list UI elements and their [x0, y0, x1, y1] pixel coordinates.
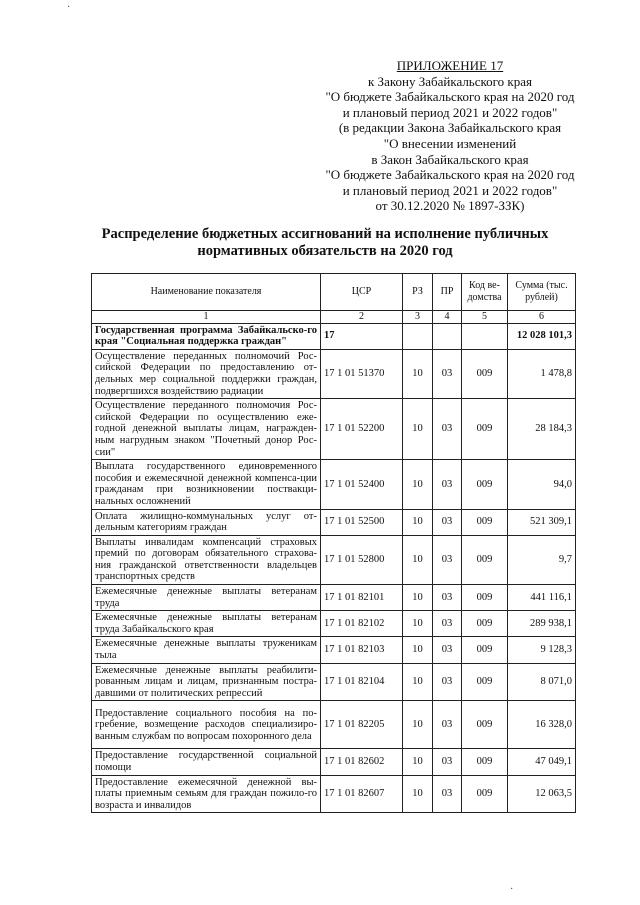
row-pr: 03 [433, 775, 462, 813]
col-header-pr: ПР [433, 274, 462, 311]
assignments-table [91, 273, 576, 813]
row-rz: 10 [403, 399, 433, 460]
appendix-title: ПРИЛОЖЕНИЕ 17 [396, 58, 504, 73]
row-csr: 17 1 01 52200 [321, 399, 403, 460]
row-sum: 9,7 [508, 535, 576, 584]
table-row [92, 775, 576, 813]
header-line: от 30.12.2020 № 1897-ЗЗК) [375, 198, 525, 214]
row-sum: 8 071,0 [508, 663, 576, 701]
table-row [92, 535, 576, 584]
scan-mark: · [510, 884, 514, 895]
row-ved: 009 [462, 749, 508, 775]
row-pr: 03 [433, 749, 462, 775]
col-number: 4 [433, 311, 462, 324]
row-pr: 03 [433, 399, 462, 460]
appendix-header [300, 58, 600, 214]
header-line: и плановый период 2021 и 2022 годов" [342, 104, 558, 120]
document-title-line-2: нормативных обязательств на 2020 год [197, 243, 453, 259]
table-row [92, 349, 576, 398]
row-name: Осуществление переданного полномочия Рос-сийской Федерации по осуществлению еже-годной денежной выплаты лицам, награжден-ным нагрудным знаком "Почетный донор Рос-сии" [92, 399, 321, 460]
header-line: и плановый период 2021 и 2022 годов" [342, 182, 558, 198]
header-line: к Закону Забайкальского края [367, 73, 532, 89]
row-rz: 10 [403, 535, 433, 584]
row-rz: 10 [403, 611, 433, 637]
row-sum: 1 478,8 [508, 349, 576, 398]
row-pr: 03 [433, 701, 462, 749]
table-row [92, 323, 576, 349]
row-name: Осуществление переданных полномочий Рос-сийской Федерации по предоставлению от-дельных мер социальной поддержки граждан, подвергшихся воздействию радиации [92, 349, 321, 398]
row-pr: 03 [433, 611, 462, 637]
row-csr: 17 1 01 52800 [321, 535, 403, 584]
row-ved: 009 [462, 460, 508, 509]
row-ved: 009 [462, 509, 508, 535]
row-sum: 289 938,1 [508, 611, 576, 637]
row-name: Государственная программа Забайкальско-го края "Социальная поддержка граждан" [92, 323, 321, 349]
document-title [90, 226, 560, 260]
row-rz [403, 323, 433, 349]
row-rz: 10 [403, 585, 433, 611]
row-csr: 17 1 01 82104 [321, 663, 403, 701]
row-csr: 17 1 01 82103 [321, 637, 403, 663]
header-line: "О бюджете Забайкальского края на 2020 год [325, 89, 575, 105]
row-pr: 03 [433, 349, 462, 398]
row-name: Ежемесячные денежные выплаты ветеранам труда [92, 585, 321, 611]
table-row [92, 611, 576, 637]
col-header-csr: ЦСР [321, 274, 403, 311]
row-ved [462, 323, 508, 349]
row-csr: 17 1 01 52500 [321, 509, 403, 535]
row-sum: 94,0 [508, 460, 576, 509]
row-ved: 009 [462, 775, 508, 813]
row-name: Выплата государственного единовременного пособия и ежемесячной денежной компенса-ции гражданам при возникновении поствакци-нальных осложнений [92, 460, 321, 509]
row-pr: 03 [433, 637, 462, 663]
col-header-ved: Код ве-домства [462, 274, 508, 311]
row-pr: 03 [433, 509, 462, 535]
col-header-rz: РЗ [403, 274, 433, 311]
col-number: 1 [92, 311, 321, 324]
row-ved: 009 [462, 349, 508, 398]
row-pr: 03 [433, 585, 462, 611]
row-rz: 10 [403, 509, 433, 535]
table-row [92, 585, 576, 611]
row-ved: 009 [462, 663, 508, 701]
row-rz: 10 [403, 701, 433, 749]
row-ved: 009 [462, 585, 508, 611]
row-csr: 17 1 01 51370 [321, 349, 403, 398]
row-pr: 03 [433, 535, 462, 584]
table-row [92, 637, 576, 663]
table-row [92, 749, 576, 775]
table-header-row [92, 274, 576, 311]
row-rz: 10 [403, 749, 433, 775]
row-sum: 12 063,5 [508, 775, 576, 813]
row-name: Ежемесячные денежные выплаты труженикам тыла [92, 637, 321, 663]
row-sum: 47 049,1 [508, 749, 576, 775]
table-row [92, 663, 576, 701]
row-sum: 28 184,3 [508, 399, 576, 460]
header-line: в Закон Забайкальского края [371, 151, 529, 167]
row-pr: 03 [433, 663, 462, 701]
table-row [92, 509, 576, 535]
row-name: Ежемесячные денежные выплаты реабилити-рованным лицам и лицам, признанным постра-давшими от политических репрессий [92, 663, 321, 701]
row-name: Предоставление государственной социальной помощи [92, 749, 321, 775]
col-number: 3 [403, 311, 433, 324]
header-line: "О бюджете Забайкальского края на 2020 год [325, 167, 575, 183]
col-number: 5 [462, 311, 508, 324]
scan-mark: · [67, 2, 71, 13]
row-rz: 10 [403, 637, 433, 663]
row-csr: 17 [321, 323, 403, 349]
row-sum: 12 028 101,3 [508, 323, 576, 349]
row-csr: 17 1 01 82205 [321, 701, 403, 749]
row-sum: 441 116,1 [508, 585, 576, 611]
row-ved: 009 [462, 701, 508, 749]
row-rz: 10 [403, 663, 433, 701]
header-line: (в редакции Закона Забайкальского края [338, 120, 562, 136]
row-rz: 10 [403, 775, 433, 813]
row-csr: 17 1 01 52400 [321, 460, 403, 509]
row-ved: 009 [462, 399, 508, 460]
col-number: 6 [508, 311, 576, 324]
col-number: 2 [321, 311, 403, 324]
header-line: "О внесении изменений [383, 135, 517, 151]
row-ved: 009 [462, 637, 508, 663]
row-rz: 10 [403, 460, 433, 509]
row-csr: 17 1 01 82602 [321, 749, 403, 775]
row-pr [433, 323, 462, 349]
row-sum: 9 128,3 [508, 637, 576, 663]
row-csr: 17 1 01 82101 [321, 585, 403, 611]
row-csr: 17 1 01 82102 [321, 611, 403, 637]
row-name: Ежемесячные денежные выплаты ветеранам труда Забайкальского края [92, 611, 321, 637]
row-name: Выплаты инвалидам компенсаций страховых премий по договорам обязательного страхова-ния гражданской ответственности владельцев транспортных средств [92, 535, 321, 584]
row-pr: 03 [433, 460, 462, 509]
row-ved: 009 [462, 535, 508, 584]
document-title-line-1: Распределение бюджетных ассигнований на исполнение публичных [101, 226, 549, 242]
row-ved: 009 [462, 611, 508, 637]
row-name: Предоставление ежемесячной денежной вы-платы приемным семьям для граждан пожило-го возраста и инвалидов [92, 775, 321, 813]
table-row [92, 399, 576, 460]
table-row [92, 460, 576, 509]
table-row [92, 701, 576, 749]
row-name: Предоставление социального пособия на по-гребение, возмещение расходов специализиро-ванным службам по вопросам похоронного дела [92, 701, 321, 749]
column-number-row [92, 311, 576, 324]
col-header-sum: Сумма (тыс. рублей) [508, 274, 576, 311]
row-sum: 16 328,0 [508, 701, 576, 749]
row-sum: 521 309,1 [508, 509, 576, 535]
row-rz: 10 [403, 349, 433, 398]
row-name: Оплата жилищно-коммунальных услуг от-дельным категориям граждан [92, 509, 321, 535]
col-header-name: Наименование показателя [92, 274, 321, 311]
row-csr: 17 1 01 82607 [321, 775, 403, 813]
